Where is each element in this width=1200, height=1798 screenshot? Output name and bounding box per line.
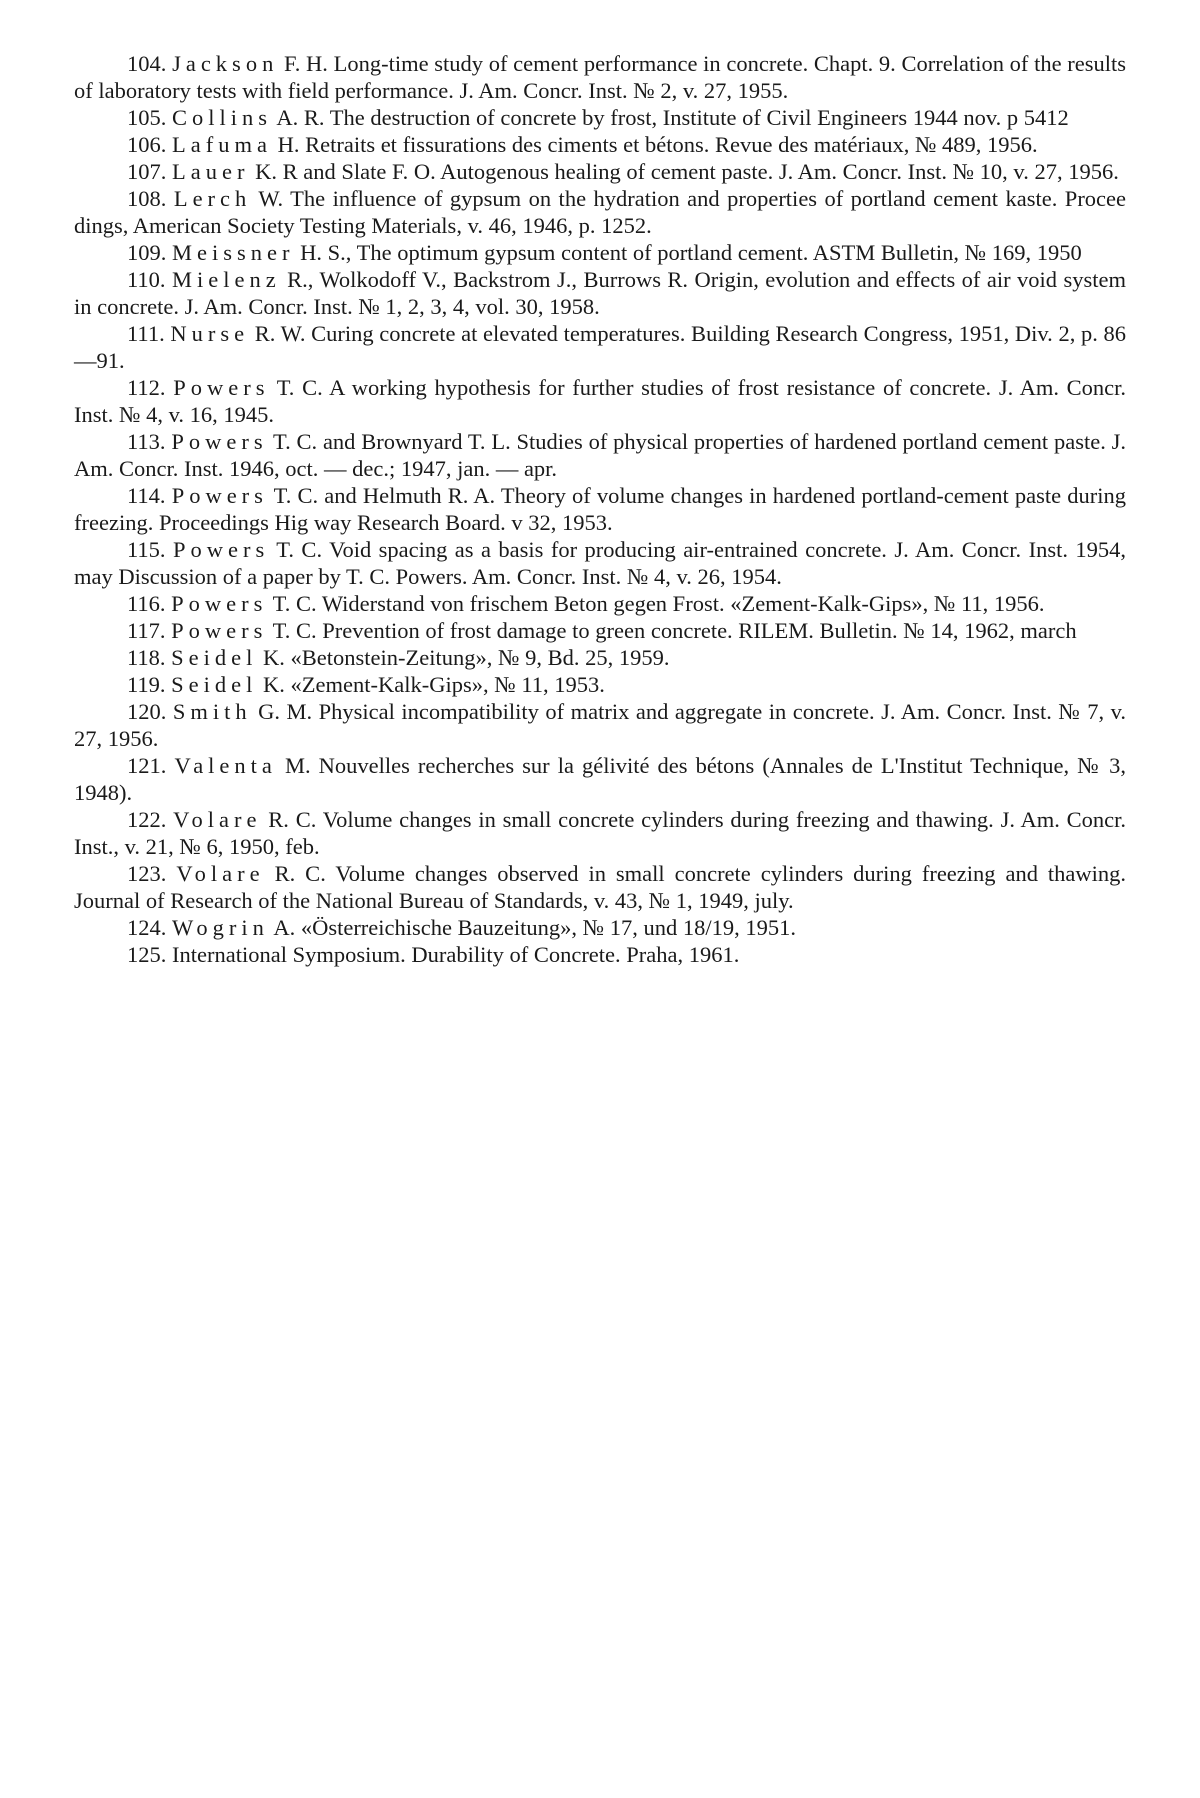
reference-entry (74, 941, 1126, 968)
ref-author: Lafuma (172, 132, 272, 157)
ref-number: 124. (127, 915, 167, 940)
ref-number: 122. (127, 807, 167, 832)
ref-text: A. R. The destruction of concrete by frost, Institute of Civil Engineers 1944 nov. p 5412 (276, 105, 1069, 130)
ref-author: Volare (176, 861, 265, 886)
ref-text: T. C. Prevention of frost damage to green concrete. RILEM. Bulletin. № 14, 1962, march (272, 618, 1077, 643)
reference-entry (74, 374, 1126, 428)
ref-number: 115. (127, 537, 166, 562)
ref-number: 110. (127, 267, 166, 292)
ref-author: Lauer (172, 159, 250, 184)
ref-number: 114. (127, 483, 166, 508)
reference-entry (74, 617, 1126, 644)
ref-author: Volare (173, 807, 262, 832)
reference-entry (74, 914, 1126, 941)
reference-entry (74, 698, 1126, 752)
reference-entry (74, 590, 1126, 617)
ref-author: Seidel (171, 672, 258, 697)
ref-text: R. C. Volume changes observed in small concrete cylinders during freezing and thawing. Journal of Research of the National Bureau of Standards, v. 43, № 1, 1949, july. (74, 861, 1127, 913)
ref-text: M. Nouvelles recherches sur la gélivité des bétons (Annales de L'Institut Technique, № 3, 1948). (74, 753, 1127, 805)
ref-text: K. «Zement-Kalk-Gips», № 11, 1953. (263, 672, 605, 697)
reference-entry (74, 482, 1126, 536)
ref-number: 106. (127, 132, 167, 157)
ref-text: T. C. and Brownyard T. L. Studies of physical properties of hardened portland cement paste. J. Am. Concr. Inst. 1946, oct. — dec.; 1947, jan. — apr. (74, 429, 1127, 481)
ref-number: 125. (127, 942, 167, 967)
ref-text: R. C. Volume changes in small concrete cylinders during freezing and thawing. J. Am. Concr. Inst., v. 21, № 6, 1950, feb. (74, 807, 1127, 859)
ref-author: Powers (171, 618, 268, 643)
ref-author: Mielenz (172, 267, 281, 292)
ref-author: Wogrin (172, 915, 269, 940)
ref-number: 107. (127, 159, 167, 184)
ref-author: Powers (171, 483, 268, 508)
ref-author: Powers (173, 375, 270, 400)
ref-text: H. Retraits et fissurations des ciments et bétons. Revue des matériaux, № 489, 1956. (277, 132, 1038, 157)
ref-number: 105. (127, 105, 167, 130)
reference-entry (74, 266, 1126, 320)
ref-text: W. The influence of gypsum on the hydration and properties of portland cement kaste. Procee dings, American Society Testing Materials, v. 46, 1946, p. 1252. (74, 186, 1127, 238)
reference-entry (74, 131, 1126, 158)
ref-number: 108. (127, 186, 167, 211)
ref-number: 113. (127, 429, 166, 454)
ref-author: Jackson (172, 51, 279, 76)
ref-author: Valenta (174, 753, 277, 778)
ref-number: 119. (127, 672, 166, 697)
ref-text: International Symposium. Durability of Concrete. Praha, 1961. (172, 942, 740, 967)
ref-number: 111. (127, 321, 165, 346)
ref-author: Powers (173, 537, 270, 562)
reference-entry (74, 428, 1126, 482)
ref-text: K. «Betonstein-Zeitung», № 9, Bd. 25, 1959. (263, 645, 670, 670)
ref-author: Powers (171, 429, 268, 454)
ref-text: T. C. Void spacing as a basis for producing air-entrained concrete. J. Am. Concr. Inst. 1954, may Discussion of a paper by T. C. Powers. Am. Concr. Inst. № 4, v. 26, 1954. (74, 537, 1127, 589)
ref-author: Nurse (170, 321, 250, 346)
ref-number: 116. (127, 591, 166, 616)
ref-author: Meissner (172, 240, 295, 265)
ref-text: A. «Österreichische Bauzeitung», № 17, und 18/19, 1951. (273, 915, 796, 940)
ref-text: G. M. Physical incompatibility of matrix and aggregate in concrete. J. Am. Concr. Inst. № 7, v. 27, 1956. (74, 699, 1126, 751)
ref-number: 109. (127, 240, 167, 265)
ref-text: H. S., The optimum gypsum content of portland cement. ASTM Bulletin, № 169, 1950 (300, 240, 1082, 265)
reference-entry (74, 104, 1126, 131)
ref-number: 120. (127, 699, 167, 724)
reference-list (74, 50, 1126, 968)
ref-author: Smith (172, 699, 252, 724)
ref-number: 123. (127, 861, 167, 886)
reference-entry (74, 239, 1126, 266)
reference-entry (74, 50, 1126, 104)
ref-number: 104. (127, 51, 167, 76)
ref-text: T. C. and Helmuth R. A. Theory of volume changes in hardened portland-cement paste during freezing. Proceedings Hig way Research Board. v 32, 1953. (74, 483, 1127, 535)
ref-number: 121. (127, 753, 167, 778)
ref-number: 118. (127, 645, 166, 670)
reference-entry (74, 185, 1126, 239)
ref-text: K. R and Slate F. O. Autogenous healing of cement paste. J. Am. Concr. Inst. № 10, v. 27, 1956. (255, 159, 1119, 184)
reference-entry (74, 806, 1126, 860)
reference-entry (74, 644, 1126, 671)
reference-entry (74, 320, 1126, 374)
reference-entry (74, 158, 1126, 185)
reference-entry (74, 671, 1126, 698)
ref-author: Collins (172, 105, 273, 130)
reference-entry (74, 752, 1126, 806)
ref-author: Seidel (171, 645, 258, 670)
reference-entry (74, 860, 1126, 914)
reference-entry (74, 536, 1126, 590)
ref-author: Lerch (173, 186, 252, 211)
ref-author: Powers (171, 591, 268, 616)
ref-number: 117. (127, 618, 166, 643)
ref-text: T. C. Widerstand von frischem Beton gegen Frost. «Zement-Kalk-Gips», № 11, 1956. (272, 591, 1045, 616)
ref-number: 112. (127, 375, 166, 400)
ref-text: R., Wolkodoff V., Backstrom J., Burrows R. Origin, evolution and effects of air void system in concrete. J. Am. Concr. Inst. № 1, 2, 3, 4, vol. 30, 1958. (74, 267, 1127, 319)
ref-text: T. C. A working hypothesis for further studies of frost resistance of concrete. J. Am. Concr. Inst. № 4, v. 16, 1945. (74, 375, 1127, 427)
ref-text: F. H. Long-time study of cement performance in concrete. Chapt. 9. Correlation of the results of laboratory tests with field performance. J. Am. Concr. Inst. № 2, v. 27, 1955. (74, 51, 1127, 103)
ref-text: R. W. Curing concrete at elevated temperatures. Building Research Congress, 1951, Div. 2, p. 86—91. (74, 321, 1127, 373)
